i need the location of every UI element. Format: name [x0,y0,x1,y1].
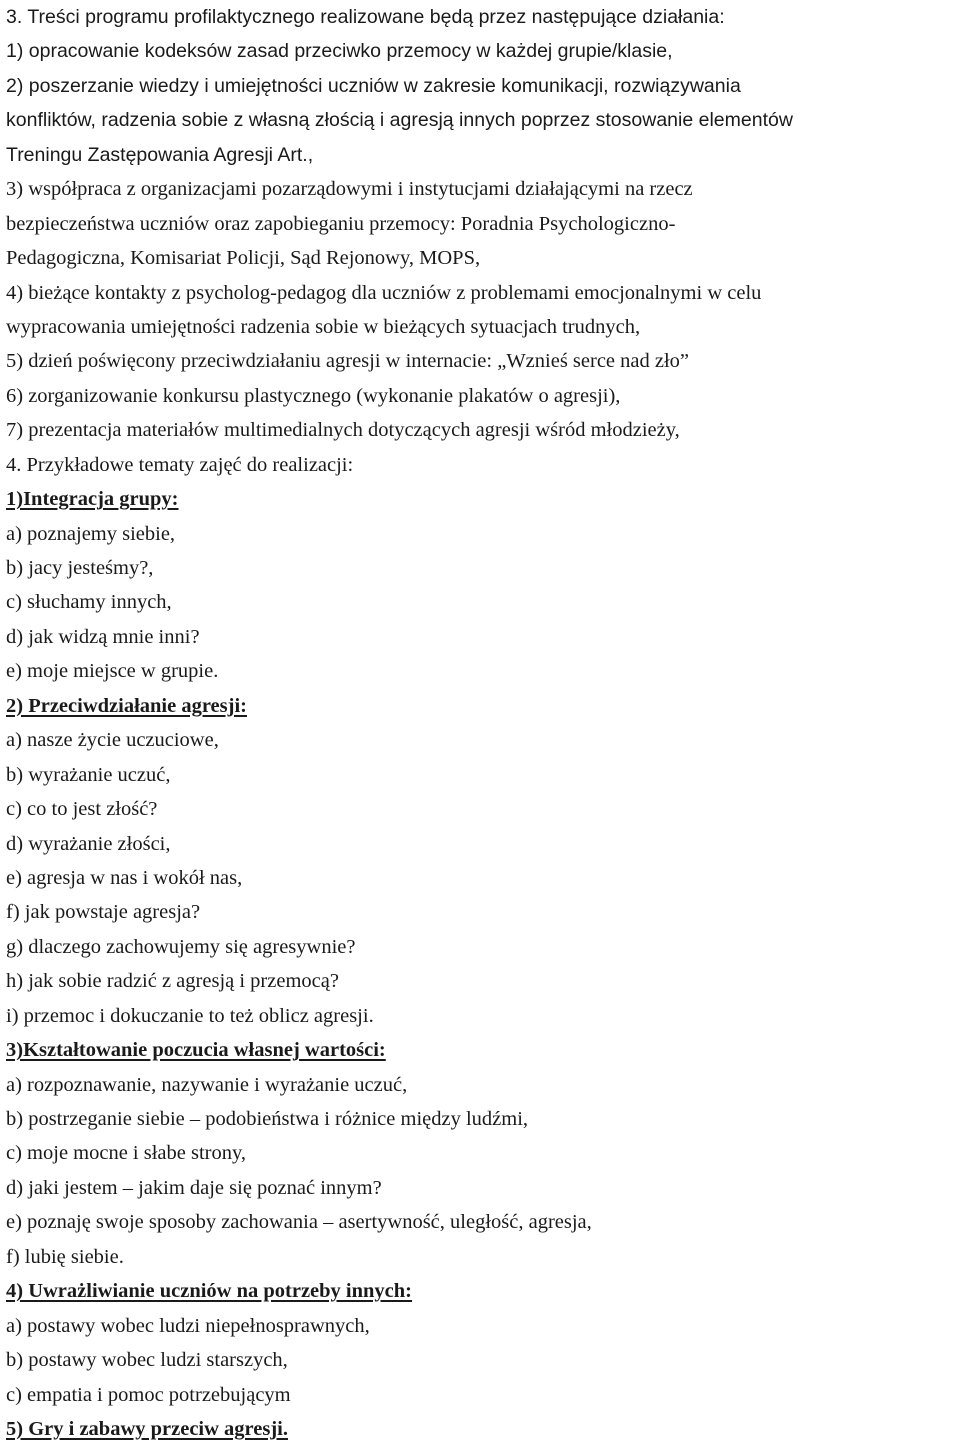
text-line: konfliktów, radzenia sobie z własną złością i agresją innych poprzez stosowanie elementów [6,109,793,132]
text-line: f) jak powstaje agresja? [6,901,201,924]
text-line: c) empatia i pomoc potrzebującym [6,1383,291,1406]
text-line: c) co to jest złość? [6,798,158,821]
text-line: d) wyrażanie złości, [6,832,171,855]
text-line: Treningu Zastępowania Agresji Art., [6,143,314,166]
text-line: 2) poszerzanie wiedzy i umiejętności uczniów w zakresie komunikacji, rozwiązywania [6,74,741,97]
text-line: 4. Przykładowe tematy zajęć do realizacji: [6,453,354,476]
text-line: e) agresja w nas i wokół nas, [6,866,243,889]
section-heading: 1)Integracja grupy: [6,488,179,511]
text-line: d) jak widzą mnie inni? [6,625,200,648]
text-line: c) słuchamy innych, [6,591,172,614]
text-line: b) postrzeganie siebie – podobieństwa i różnice między ludźmi, [6,1108,529,1130]
text-line: 7) prezentacja materiałów multimedialnych dotyczących agresji wśród młodzieży, [6,419,680,442]
section-heading: 2) Przeciwdziałanie agresji: [6,694,247,717]
text-line: 3. Treści programu profilaktycznego realizowane będą przez następujące działania: [6,6,725,28]
text-line: a) nasze życie uczuciowe, [6,729,219,752]
text-line: e) poznaję swoje sposoby zachowania – asertywność, uległość, agresja, [6,1211,592,1234]
text-line: g) dlaczego zachowujemy się agresywnie? [6,935,356,958]
section-heading: 5) Gry i zabawy przeciw agresji. [6,1417,288,1440]
text-line: d) jaki jestem – jakim daje się poznać innym? [6,1176,382,1199]
text-line: b) jacy jesteśmy?, [6,557,154,579]
text-line: Pedagogiczna, Komisariat Policji, Sąd Rejonowy, MOPS, [6,247,481,270]
text-line: 4) bieżące kontakty z psycholog-pedagog dla uczniów z problemami emocjonalnymi w celu [6,281,762,304]
text-line: 1) opracowanie kodeksów zasad przeciwko przemocy w każdej grupie/klasie, [6,40,673,63]
text-line: f) lubię siebie. [6,1245,124,1268]
text-line: 6) zorganizowanie konkursu plastycznego (wykonanie plakatów o agresji), [6,384,621,407]
text-line: 5) dzień poświęcony przeciwdziałaniu agresji w internacie: „Wznieś serce nad zło” [6,350,690,373]
text-line: e) moje miejsce w grupie. [6,660,219,683]
text-line: 3) współpraca z organizacjami pozarządowymi i instytucjami działającymi na rzecz [6,178,693,201]
text-line: a) postawy wobec ludzi niepełnosprawnych, [6,1314,370,1337]
text-line: b) postawy wobec ludzi starszych, [6,1349,288,1372]
text-line: i) przemoc i dokuczanie to też oblicz agresji. [6,1004,374,1027]
text-line: a) poznajemy siebie, [6,522,176,545]
text-line: b) wyrażanie uczuć, [6,763,171,786]
document-body [6,0,958,1446]
section-heading: 4) Uwrażliwianie uczniów na potrzeby innych: [6,1280,412,1303]
section-heading: 3)Kształtowanie poczucia własnej wartości: [6,1039,386,1062]
text-line: a) rozpoznawanie, nazywanie i wyrażanie uczuć, [6,1073,408,1096]
text-line: wypracowania umiejętności radzenia sobie w bieżących sytuacjach trudnych, [6,315,641,338]
text-line: bezpieczeństwa uczniów oraz zapobieganiu przemocy: Poradnia Psychologiczno- [6,212,676,235]
text-line: h) jak sobie radzić z agresją i przemocą? [6,970,339,993]
text-line: c) moje mocne i słabe strony, [6,1142,247,1165]
